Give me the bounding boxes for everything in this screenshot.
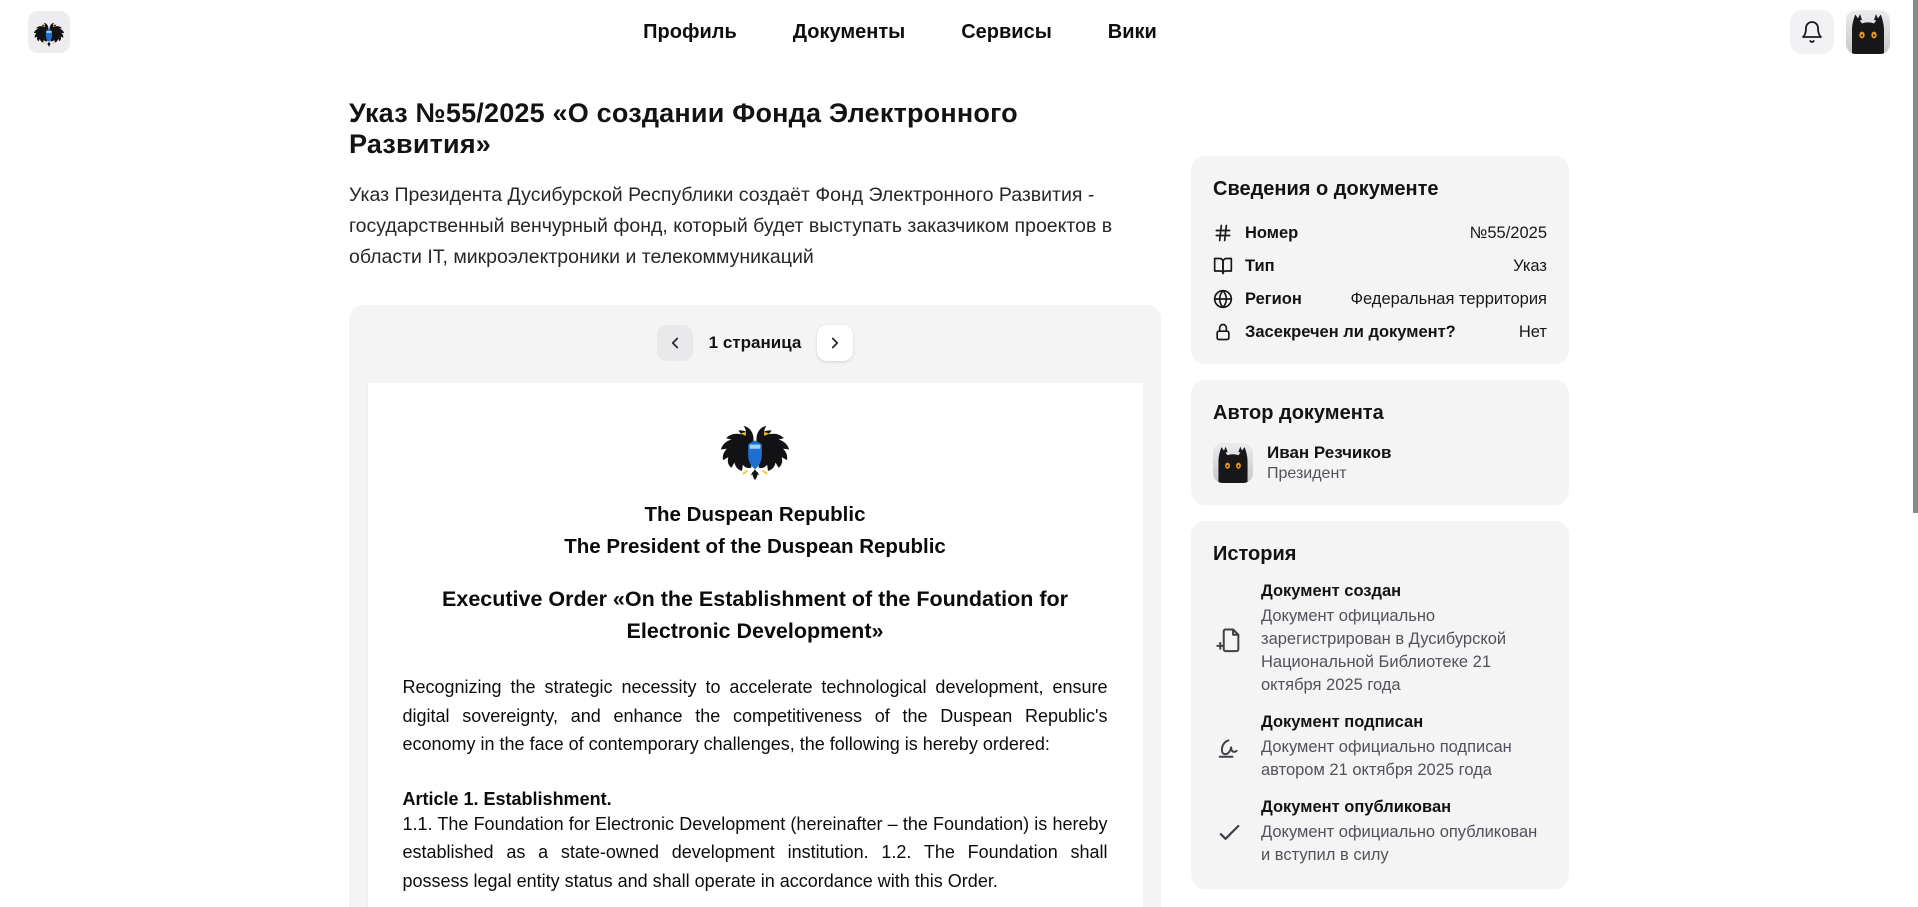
detail-value: Нет <box>1518 322 1547 341</box>
chevron-left-icon <box>666 334 684 352</box>
document-details-card <box>1191 156 1569 364</box>
bell-icon <box>1800 20 1824 44</box>
document-preamble: Recognizing the strategic necessity to accelerate technological development, ensure digital sovereignty, and enhance the competitiveness of the Duspean Republic's economy in the face of contemporary challenges, the following is hereby ordered: <box>402 677 1108 754</box>
document-article-body: 1.1. The Foundation for Electronic Development (hereinafter – the Foundation) is hereby established as a state-owned development institution. 1.2. The Foundation shall possess legal entity status and shall operate in accordance with this Order. <box>402 813 1108 891</box>
detail-label: Засекречен ли документ? <box>1245 322 1456 341</box>
detail-value: Федеральная территория <box>1350 289 1547 308</box>
lock-icon <box>1213 322 1237 342</box>
author-row <box>1213 443 1547 483</box>
document-heading-order: Executive Order «On the Establishment of the Foundation for Electronic Development» <box>442 587 1068 643</box>
history-item-title: Документ создан <box>1261 582 1402 600</box>
document-viewer <box>349 305 1161 907</box>
hash-icon <box>1213 223 1237 243</box>
header-actions <box>1790 10 1890 54</box>
history-item-content <box>1261 798 1547 867</box>
detail-row-region <box>1213 289 1547 309</box>
history-item-created <box>1213 582 1547 697</box>
page-content <box>349 64 1569 907</box>
document-column <box>349 64 1161 907</box>
chevron-right-icon <box>826 334 844 352</box>
history-item-title: Документ подписан <box>1261 713 1424 731</box>
detail-row-type <box>1213 256 1547 276</box>
history-item-content <box>1261 582 1547 697</box>
author-card-title: Автор документа <box>1213 402 1384 424</box>
details-card-title: Сведения о документе <box>1213 178 1439 200</box>
history-item-content <box>1261 713 1547 782</box>
history-card <box>1191 521 1569 889</box>
document-heading-president: The President of the Duspean Republic <box>564 535 946 558</box>
document-article-title: Article 1. Establishment. <box>402 788 612 809</box>
previous-page-button[interactable] <box>657 325 693 361</box>
book-icon <box>1213 256 1237 276</box>
detail-value: Указ <box>1513 256 1547 275</box>
eagle-logo-icon <box>32 17 66 48</box>
history-item-description: Документ официально опубликован и вступил в силу <box>1261 823 1538 864</box>
detail-label: Номер <box>1245 223 1299 242</box>
sidebar <box>1191 64 1569 907</box>
page-title: Указ №55/2025 «О создании Фонда Электронного Развития» <box>349 98 1018 159</box>
detail-label: Тип <box>1245 256 1275 275</box>
history-item-published <box>1213 798 1547 867</box>
top-navigation-bar <box>0 0 1918 64</box>
notifications-button[interactable] <box>1790 10 1834 54</box>
file-plus-icon <box>1213 626 1245 654</box>
page-description: Указ Президента Дусибурской Республики создаёт Фонд Электронного Развития - государственный венчурный фонд, который будет выступать заказчиком проектов в области IT, микроэлектроники и телекоммуникаций <box>349 184 1113 268</box>
eagle-emblem-icon <box>717 413 793 483</box>
page-count-label: 1 страница <box>708 333 802 352</box>
nav-item-wiki[interactable]: Вики <box>1107 20 1157 43</box>
next-page-button[interactable] <box>817 325 853 361</box>
author-card <box>1191 380 1569 505</box>
main-nav <box>643 21 1157 44</box>
detail-row-number <box>1213 223 1547 243</box>
user-avatar[interactable] <box>1846 10 1890 54</box>
author-name: Иван Резчиков <box>1267 443 1392 462</box>
detail-label: Регион <box>1245 289 1302 308</box>
pagination <box>367 325 1143 361</box>
app-logo[interactable] <box>28 11 70 53</box>
detail-value: №55/2025 <box>1469 223 1547 242</box>
author-info <box>1267 443 1392 483</box>
cat-avatar-image <box>1213 443 1253 483</box>
cat-avatar-image <box>1846 10 1890 54</box>
history-item-signed <box>1213 713 1547 782</box>
nav-item-documents[interactable]: Документы <box>792 20 906 43</box>
signature-icon <box>1213 734 1245 762</box>
document-heading-republic: The Duspean Republic <box>644 503 866 526</box>
author-role: Президент <box>1267 465 1347 482</box>
history-item-description: Документ официально подписан автором 21 октября 2025 года <box>1261 738 1512 779</box>
document-page <box>368 383 1143 907</box>
author-avatar[interactable] <box>1213 443 1253 483</box>
check-icon <box>1213 819 1245 847</box>
nav-item-profile[interactable]: Профиль <box>643 20 737 43</box>
history-item-title: Документ опубликован <box>1261 798 1452 816</box>
nav-item-services[interactable]: Сервисы <box>961 20 1052 43</box>
history-card-title: История <box>1213 543 1297 565</box>
vertical-scrollbar[interactable] <box>1913 0 1918 513</box>
globe-icon <box>1213 289 1237 309</box>
detail-row-classified <box>1213 322 1547 342</box>
document-emblem <box>403 413 1108 483</box>
history-item-description: Документ официально зарегистрирован в Дусибурской Национальной Библиотеке 21 октября 2025 года <box>1261 607 1507 694</box>
